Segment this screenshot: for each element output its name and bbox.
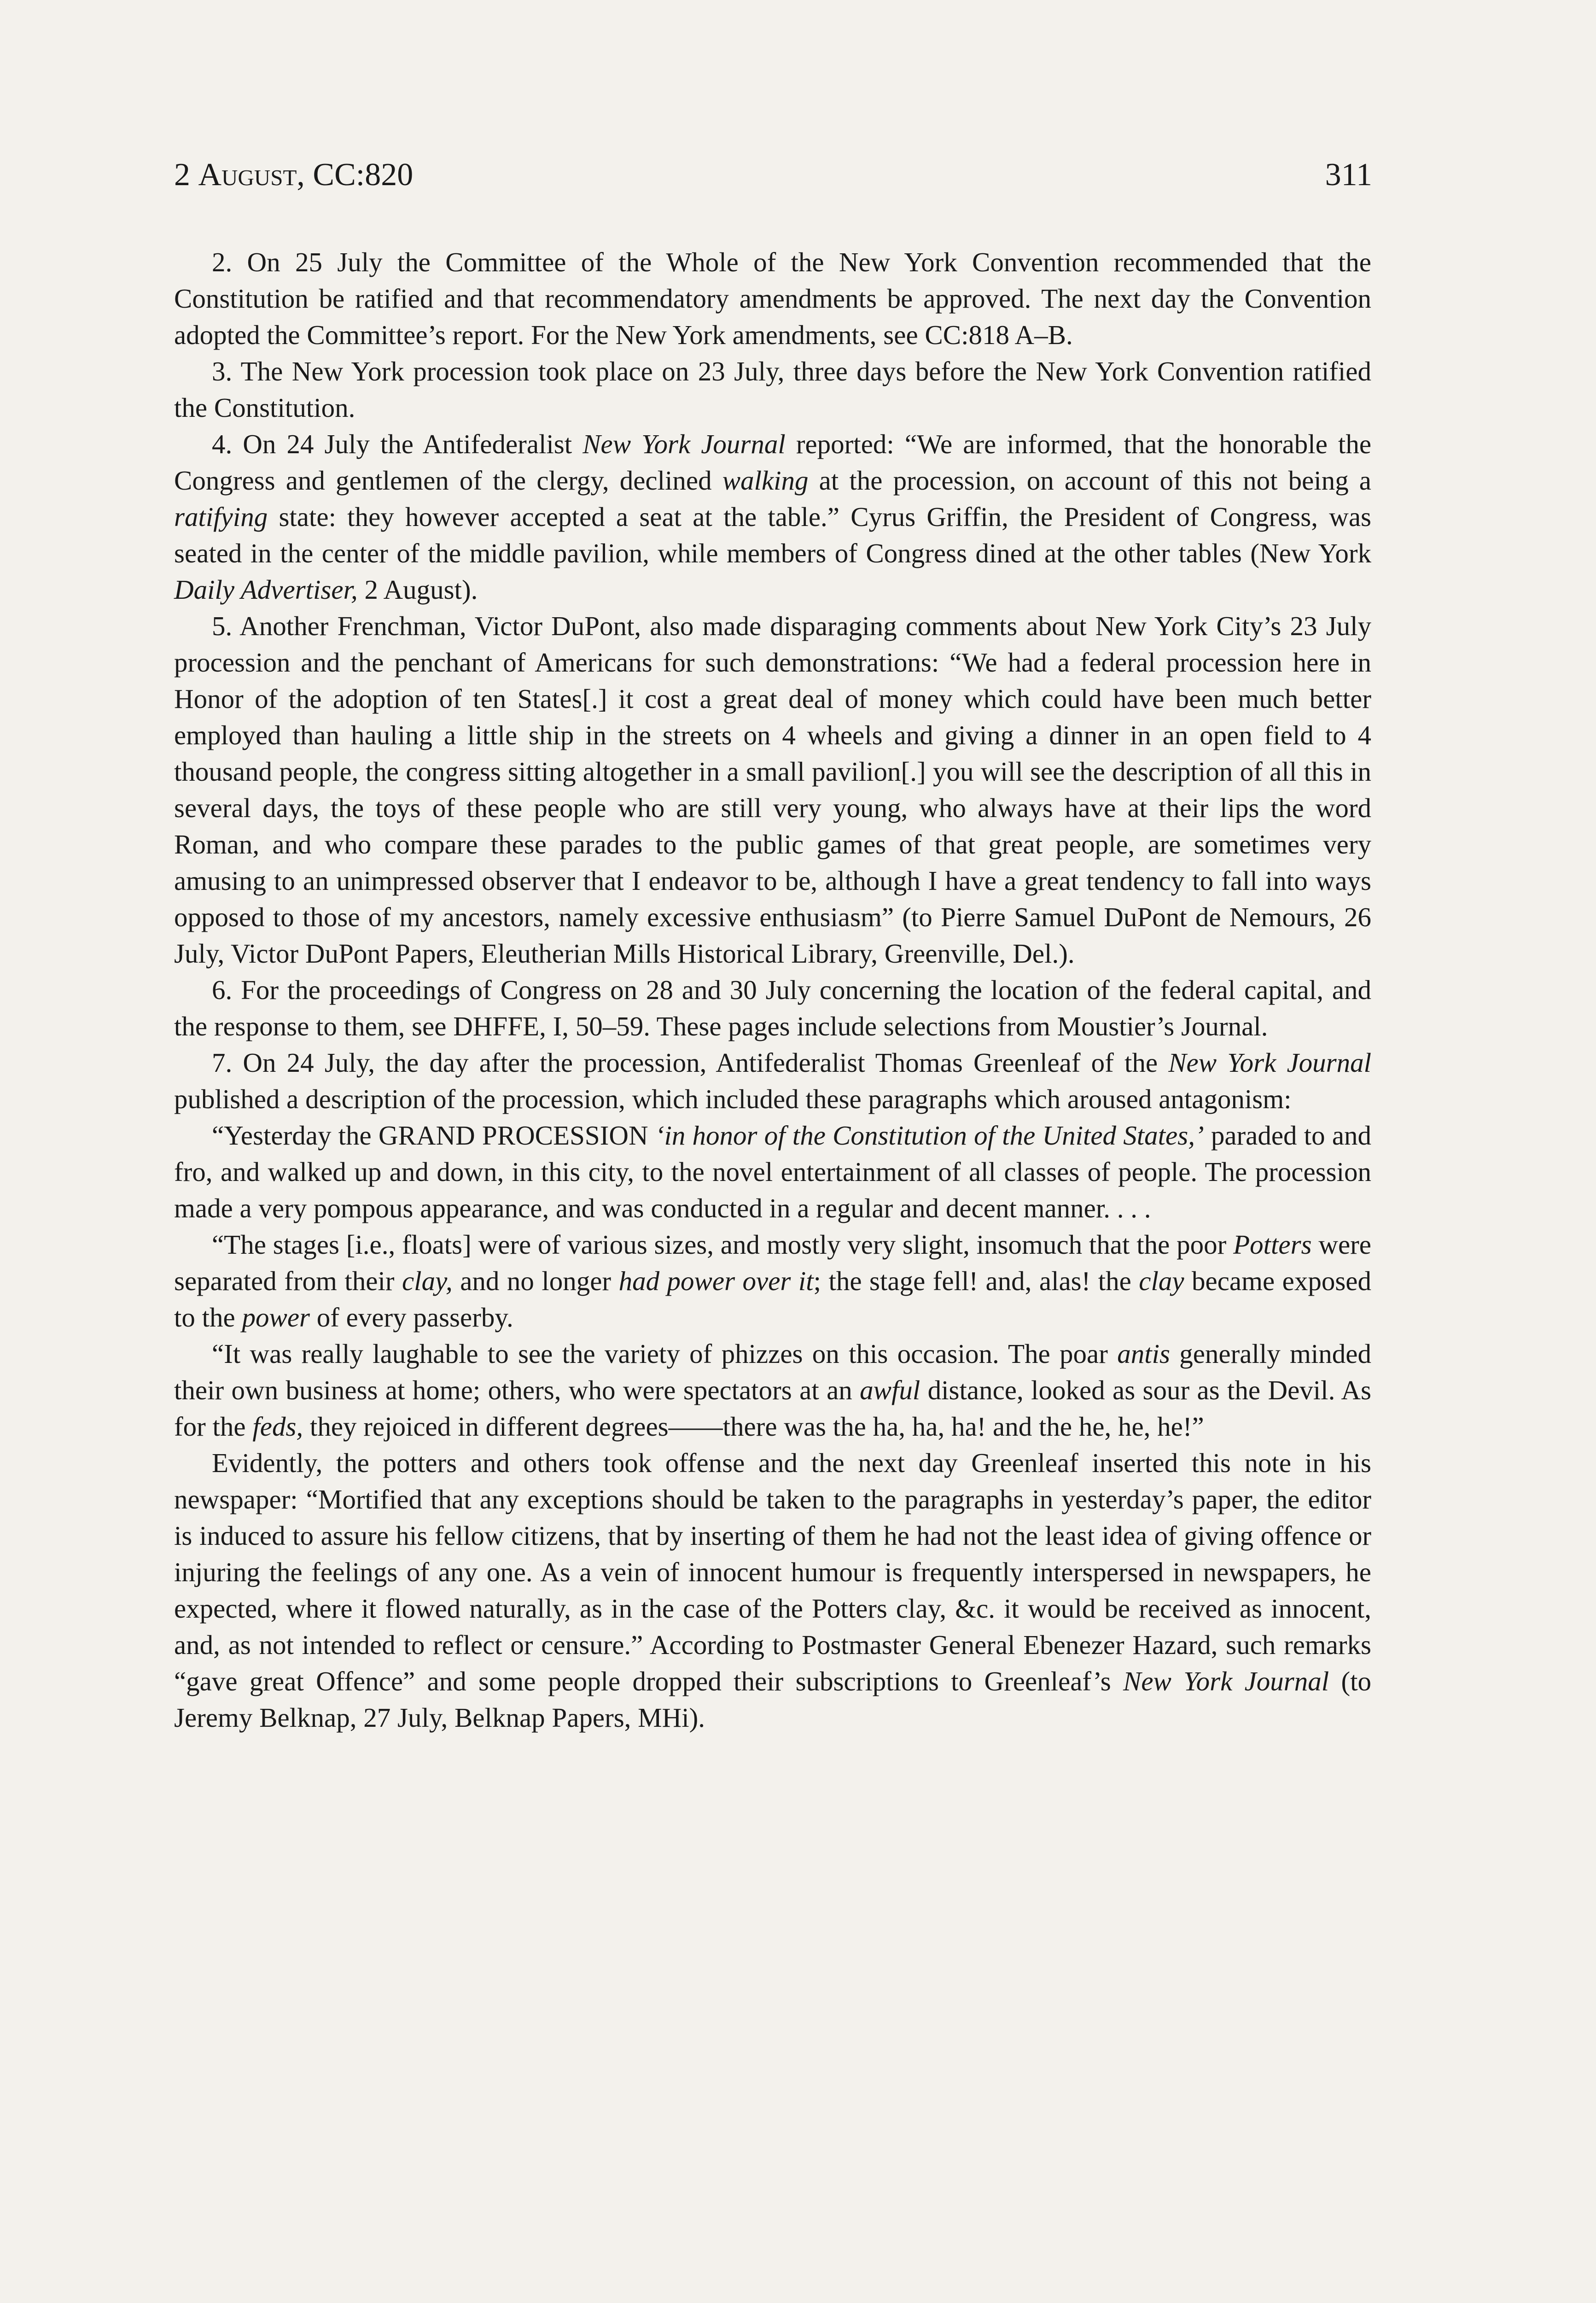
page-number: 311 (1325, 157, 1372, 193)
quote-2-text: and no longer (452, 1266, 619, 1296)
note-8-italic: New York Journal (1123, 1666, 1329, 1696)
quote-1-italic: ‘in honor of the Constitution of the United States,’ (655, 1120, 1204, 1151)
quote-3-text: “It was really laughable to see the variety of phizzes on this occasion. The poar (212, 1339, 1118, 1369)
note-8 (174, 1445, 1371, 1736)
running-head-day: 2 (174, 157, 198, 193)
quote-3 (174, 1336, 1371, 1445)
quote-1 (174, 1117, 1371, 1227)
quote-2-italic: clay (1139, 1266, 1184, 1296)
note-7-italic: New York Journal (1168, 1047, 1371, 1078)
quote-2-text: became exposed to the (174, 1266, 1371, 1333)
quote-2-text: were separated from their (174, 1229, 1371, 1296)
running-head-doc-ref: , CC:820 (297, 157, 414, 193)
note-8-text: Evidently, the potters and others took offense and the next day Greenleaf inserted this note in his newspaper: “Mortified that any exceptions should be taken to the paragraphs in yesterday’s paper, the editor is induced to assure his fellow citizens, that by inserting of them he had not the least idea of giving offence or injuring the feelings of any one. As a vein of innocent humour is frequently interspersed in newspapers, he expected, where it flowed naturally, as in the case of the Potters clay, &c. it would be received as innocent, and, as not intended to reflect or censure.” According to Postmaster General Ebenezer Hazard, such remarks “gave great Offence” and some people dropped their subscriptions to Greenleaf’s (174, 1448, 1371, 1696)
note-4-italic: walking (722, 465, 809, 496)
note-2: 2. On 25 July the Committee of the Whole of the New York Convention recommended that the Constitution be ratified and that recommendatory amendments be approved. The next day the Convention adopted the Committee’s report. For the New York amendments, see CC:818 A–B. (174, 247, 1371, 350)
quote-2-italic: Potters (1233, 1229, 1312, 1260)
note-7 (174, 1045, 1371, 1117)
quote-2-italic: clay, (402, 1266, 453, 1296)
note-7-text: published a description of the procession, which included these paragraphs which aroused antagonism: (174, 1084, 1292, 1114)
quote-1-text: paraded to and fro, and walked up and down, in this city, to the novel entertainment of all classes of people. The procession made a very pompous appearance, and was conducted in a regular and decent manner. . . . (174, 1120, 1372, 1223)
note-4-text: at the procession, on account of this not being a (808, 465, 1371, 496)
note-3: 3. The New York procession took place on 23 July, three days before the New York Convention ratified the Constitution. (174, 356, 1371, 423)
note-4-text: reported: “We are informed, that the honorable the Congress and gentlemen of the clergy, declined (174, 429, 1372, 496)
quote-3-italic: awful (860, 1375, 920, 1405)
quote-3-italic: antis (1117, 1339, 1170, 1369)
running-head (174, 159, 1371, 191)
note-4 (174, 426, 1371, 608)
quote-2 (174, 1227, 1371, 1336)
quote-2-italic: power (242, 1302, 310, 1333)
note-4-italic: New York Journal (582, 429, 786, 459)
quote-3-text: distance, looked as sour as the Devil. As for the (174, 1375, 1372, 1442)
note-4-italic: ratifying (174, 502, 268, 532)
note-4-text: 2 August). (357, 574, 478, 605)
quote-3-text: they rejoiced in different degrees——there was the ha, ha, ha! and the he, he, he!” (303, 1411, 1204, 1442)
note-4-text: state: they however accepted a seat at the table.” Cyrus Griffin, the President of Congress, was seated in the center of the middle pavilion, while members of Congress dined at the other tables (New York (174, 502, 1371, 568)
quote-2-text: of every passerby. (309, 1302, 513, 1333)
note-4-text: 4. On 24 July the Antifederalist (212, 429, 583, 459)
note-6: 6. For the proceedings of Congress on 28 and 30 July concerning the location of the federal capital, and the response to them, see DHFFE, I, 50–59. These pages include selections from Moustier’s Journal. (174, 975, 1371, 1041)
note-8-text: (to Jeremy Belknap, 27 July, Belknap Papers, MHi). (174, 1666, 1371, 1733)
quote-3-italic: feds, (252, 1411, 303, 1442)
note-7-text: 7. On 24 July, the day after the procession, Antifederalist Thomas Greenleaf of the (212, 1047, 1169, 1078)
quote-3-text: generally minded their own business at home; others, who were spectators at an (174, 1339, 1371, 1405)
quote-2-text: “The stages [i.e., floats] were of various sizes, and mostly very slight, insomuch that the poor (212, 1229, 1234, 1260)
note-4-italic: Daily Advertiser, (174, 574, 358, 605)
note-5: 5. Another Frenchman, Victor DuPont, also made disparaging comments about New York City’s 23 July procession and the penchant of Americans for such demonstrations: “We had a federal procession here in Honor of the adoption of ten States[.] it cost a great deal of money which could have been much better employed than hauling a little ship in the streets on 4 wheels and giving a dinner in an open field to 4 thousand people, the congress sitting altogether in a small pavilion[.] you will see the description of all this in several days, the toys of these people who are still very young, who always have at their lips the word Roman, and who compare these parades to the public games of that great people, are sometimes very amusing to an unimpressed observer that I endeavor to be, although I have a great tendency to fall into ways opposed to those of my ancestors, namely excessive enthusiasm” (to Pierre Samuel DuPont de Nemours, 26 July, Victor DuPont Papers, Eleutherian Mills Historical Library, Greenville, Del.). (174, 611, 1371, 969)
quote-2-italic: had power over it (618, 1266, 814, 1296)
footnotes-body (174, 244, 1371, 1736)
quote-2-text: ; the stage fell! and, alas! the (813, 1266, 1139, 1296)
running-head-month: August (198, 157, 297, 193)
quote-1-text: “Yesterday the GRAND PROCESSION (212, 1120, 655, 1151)
